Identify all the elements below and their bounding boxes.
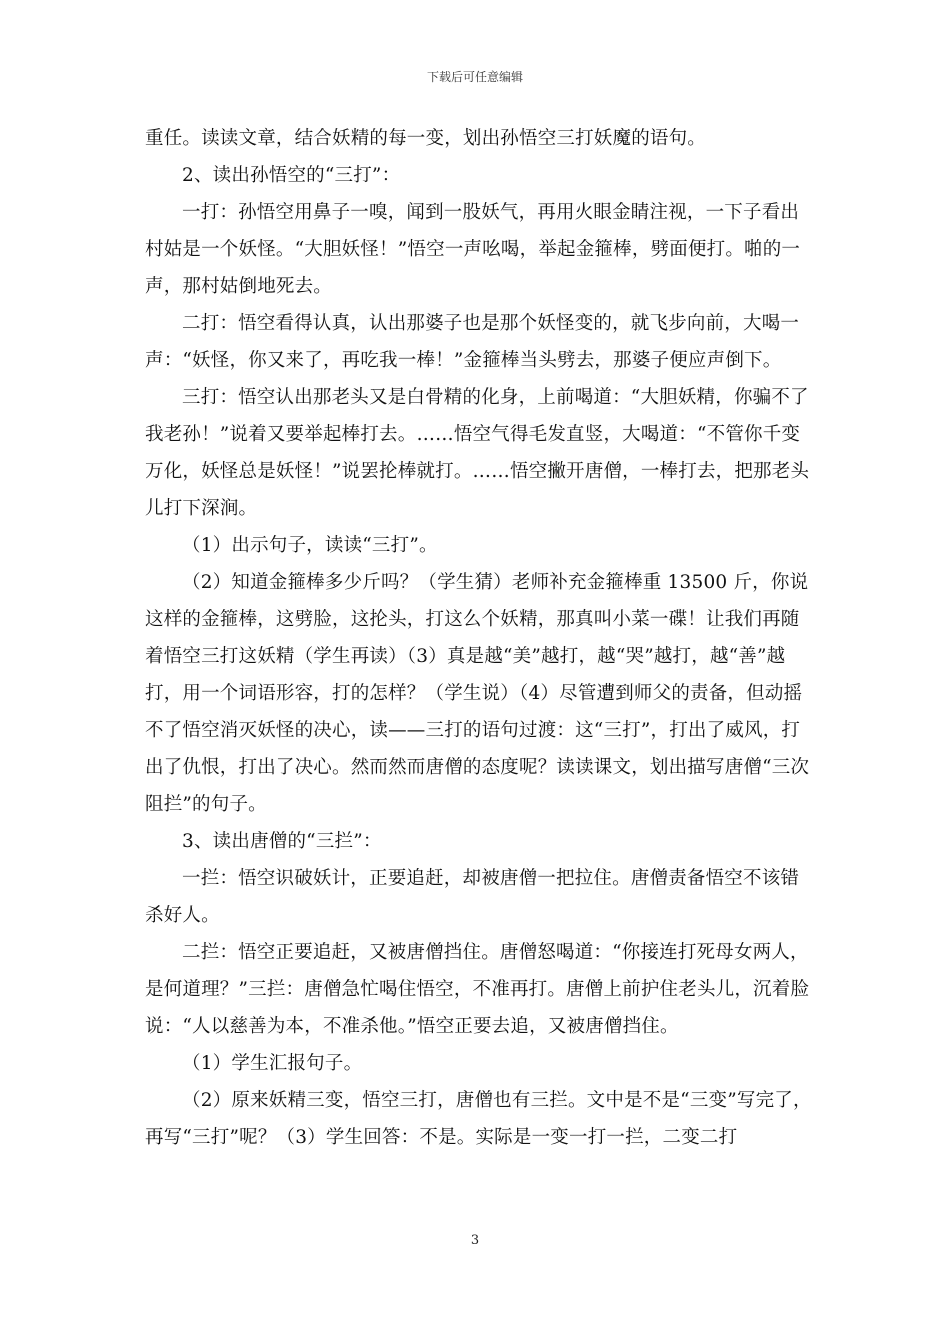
section-heading: 3、读出唐僧的“三拦”：: [182, 831, 382, 852]
paragraph: （1）学生汇报句子。: [182, 1053, 363, 1074]
paragraph: 一打：孙悟空用鼻子一嗅，闻到一股妖气，再用火眼金睛注视，一下子看出村姑是一个妖怪。“大胆妖怪！”悟空一声吆喝，举起金箍棒，劈面便打。啪的一声，那村姑倒地死去。: [145, 202, 801, 297]
page-header: 下载后可任意编辑: [426, 70, 523, 84]
section-heading: 2、读出孙悟空的“三打”：: [182, 165, 401, 186]
paragraph: 二打：悟空看得认真，认出那婆子也是那个妖怪变的，就飞步向前，大喝一声：“妖怪，你又来了，再吃我一棒！”金箍棒当头劈去，那婆子便应声倒下。: [145, 313, 800, 371]
paragraph: （1）出示句子，读读“三打”。: [182, 535, 438, 556]
paragraph: 三打：悟空认出那老头又是白骨精的化身，上前喝道：“大胆妖精，你骗不了我老孙！”说着又要举起棒打去。……悟空气得毛发直竖，大喝道：“不管你千变万化，妖怪总是妖怪！”说罢抡棒就打。……悟空撇开唐僧，一棒打去，把那老头儿打下深涧。: [145, 387, 810, 519]
paragraph: 重任。读读文章，结合妖精的每一变，划出孙悟空三打妖魔的语句。: [145, 128, 707, 149]
page-number: 3: [470, 1233, 480, 1248]
document-body: [145, 120, 813, 1156]
paragraph: （2）知道金箍棒多少斤吗？（学生猜）老师补充金箍棒重 13500 斤，你说这样的金箍棒，这劈脸，这抡头，打这么个妖精，那真叫小菜一碟！让我们再随着悟空三打这妖精（学生再读）（3）真是越“美”越打，越“哭”越打，越“善”越打，用一个词语形容，打的怎样？（学生说）（4）尽管遭到师父的责备，但动摇不了悟空消灭妖怪的决心，读——三打的语句过渡：这“三打”，打出了威风，打出了仇恨，打出了决心。然而然而唐僧的态度呢？读读课文，划出描写唐僧“三次阻拦”的句子。: [145, 572, 810, 815]
paragraph: （2）原来妖精三变，悟空三打，唐僧也有三拦。文中是不是“三变”写完了，再写“三打”呢？（3）学生回答：不是。实际是一变一打一拦，二变二打: [145, 1090, 812, 1148]
paragraph: 二拦：悟空正要追赶，又被唐僧挡住。唐僧怒喝道：“你接连打死母女两人，是何道理？”三拦：唐僧急忙喝住悟空，不准再打。唐僧上前护住老头儿，沉着脸说：“人以慈善为本，不准杀他。”悟空正要去追，又被唐僧挡住。: [145, 942, 810, 1037]
paragraph: 一拦：悟空识破妖计，正要追赶，却被唐僧一把拉住。唐僧责备悟空不该错杀好人。: [145, 868, 800, 926]
